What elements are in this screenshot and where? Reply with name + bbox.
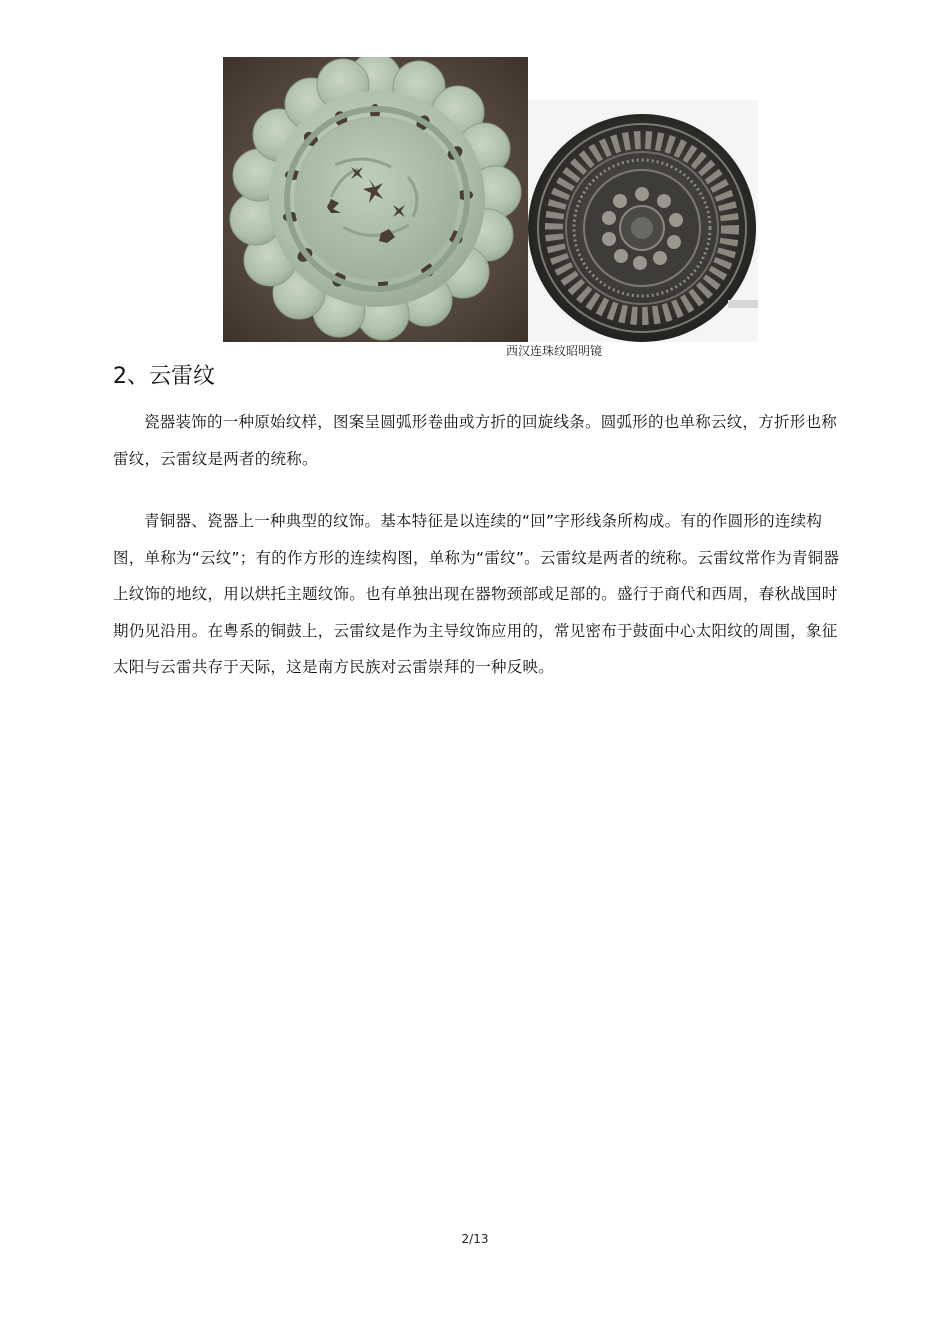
jade-disc-image [223, 57, 528, 342]
paragraph-1: 瓷器装饰的一种原始纹样，图案呈圆弧形卷曲或方折的回旋线条。圆弧形的也单称云纹，方折形也称雷纹，云雷纹是两者的统称。 [113, 413, 838, 468]
figure-caption: 西汉连珠纹昭明镜 [506, 344, 603, 358]
paragraph-2: 青铜器、瓷器上一种典型的纹饰。基本特征是以连续的“回”字形线条所构成。有的作圆形的连续构图，单称为“云纹”；有的作方形的连续构图，单称为“雷纹”。云雷纹是两者的统称。云雷纹常作为青铜器上纹饰的地纹，用以烘托主题纹饰。也有单独出现在器物颈部或足部的。盛行于商代和西周，春秋战国时期仍见沿用。在粤系的铜鼓上，云雷纹是作为主导纹饰应用的，常见密布于鼓面中心太阳纹的周围，象征太阳与云雷共存于天际，这是南方民族对云雷崇拜的一种反映。 [113, 512, 840, 676]
page-number: 2/13 [461, 1232, 489, 1246]
bronze-mirror-image [528, 100, 758, 342]
section-heading: 2、云雷纹 [113, 364, 215, 389]
